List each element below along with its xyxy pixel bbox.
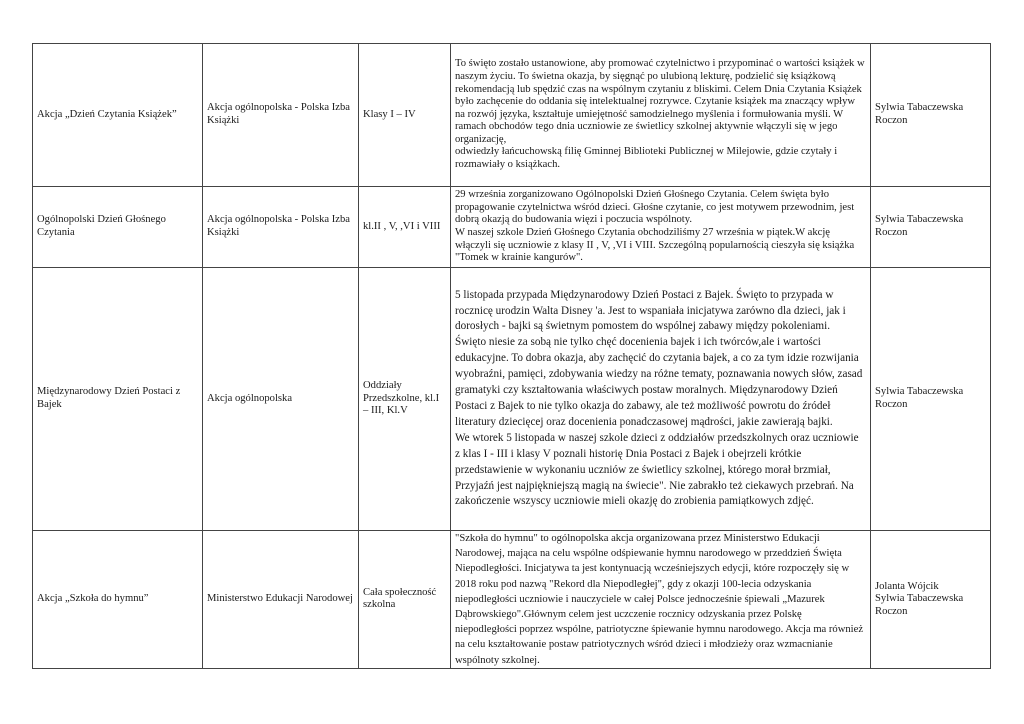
description-paragraph: "Szkoła do hymnu" to ogólnopolska akcja organizowana przez Ministerstwo Edukacji Narodowej, mająca na celu wspólne odśpiewanie hymnu narodowego w przeddzień Święta Niepodległości. Inicjatywa ta jest kontynuacją wcześniejszych edycji, które rozpoczęły się w 2018 roku pod nazwą "Rekord dla Niepodległej", gdy z okazji 100-lecia odzyskania niepodległości uczniowie i nauczyciele w całej Polsce jednocześnie śpiewali „Mazurek Dąbrowskiego".Głównym celem jest uczczenie rocznicy odzyskania przez Polskę niepodległości poprzez wspólne, patriotyczne śpiewanie hymnu narodowego. Akcja ma również na celu kształtowanie postaw patriotycznych wśród dzieci i młodzieży oraz wzmacnianie wspólnoty szkolnej.: [455, 533, 864, 666]
table-row: [33, 187, 991, 268]
table-row: [33, 44, 991, 187]
participants-cell: Cała społeczność szkolna: [359, 531, 451, 669]
participants-cell: kl.II , V, ,VI i VIII: [359, 187, 451, 268]
organizer-cell: Akcja ogólnopolska: [203, 268, 359, 531]
table-row: [33, 268, 991, 531]
responsible-cell: [871, 268, 991, 531]
description-cell: [451, 531, 871, 669]
responsible-cell: [871, 187, 991, 268]
events-table: [32, 43, 991, 669]
participants-cell: Klasy I – IV: [359, 44, 451, 187]
event-name-cell: Ogólnopolski Dzień Głośnego Czytania: [33, 187, 203, 268]
responsible-person: Sylwia Tabaczewska Roczon: [875, 593, 964, 617]
description-cell: [451, 268, 871, 531]
description-cell: [451, 44, 871, 187]
responsible-cell: [871, 44, 991, 187]
description-paragraph: odwiedzły łańcuchowską filię Gminnej Biblioteki Publicznej w Milejowie, gdzie czytały i rozmawiały o książkach.: [455, 146, 838, 171]
description-paragraph: 5 listopada przypada Międzynarodowy Dzień Postaci z Bajek. Święto to przypada w rocznicę urodzin Walta Disney 'a. Jest to wspaniała inicjatywa zarówno dla dzieci, jak i dorosłych - bajki są świetnym pomostem do wspólnej zabawy między pokoleniami.: [455, 288, 846, 333]
event-name-cell: Akcja „Szkoła do hymnu”: [33, 531, 203, 669]
responsible-cell: [871, 531, 991, 669]
responsible-person: Sylwia Tabaczewska Roczon: [875, 214, 964, 238]
organizer-cell: Akcja ogólnopolska - Polska Izba Książki: [203, 44, 359, 187]
event-name-cell: Międzynarodowy Dzień Postaci z Bajek: [33, 268, 203, 531]
table-row: [33, 531, 991, 669]
responsible-person: Sylwia Tabaczewska Roczon: [875, 102, 964, 126]
description-cell: [451, 187, 871, 268]
description-paragraph: W naszej szkole Dzień Głośnego Czytania obchodziliśmy 27 września w piątek.W akcję włączyli się uczniowie z klasy II , V, ,VI i VIII. Szczególną popularnością cieszyła się książka "Tomek w krainie kangurów".: [455, 227, 855, 264]
event-name-cell: Akcja „Dzień Czytania Książek”: [33, 44, 203, 187]
responsible-person: Sylwia Tabaczewska Roczon: [875, 386, 964, 410]
organizer-cell: Ministerstwo Edukacji Narodowej: [203, 531, 359, 669]
description-paragraph: We wtorek 5 listopada w naszej szkole dzieci z oddziałów przedszkolnych oraz uczniowie z klas I - III i klasy V poznali historię Dnia Postaci z Bajek i obejrzeli krótkie przedstawienie w wykonaniu uczniów ze świetlicy szkolnej, którego morał brzmiał, Przyjaźń jest najpiękniejszą magią na świecie". Nie zabrakło też ciekawych przebrań. Na zakończenie wszyscy uczniowie mieli okazję do zrobienia pamiątkowych zdjęć.: [455, 431, 859, 508]
description-paragraph: To święto zostało ustanowione, aby promować czytelnictwo i przypominać o wartości książek w naszym życiu. To świetna okazja, by sięgnąć po ulubioną lekturę, podzielić się książkową rekomendacją lub spędzić czas na wspólnym czytaniu z bliskimi. Celem Dnia Czytania Książek było zachęcenie do oddania się intelektualnej rozrywce. Czytanie książek ma znaczący wpływ na rozwój języka, kształtuje umiejętność samodzielnego myślenia i formułowania myśli. W ramach obchodów tego dnia uczniowie ze świetlicy szkolnej aktywnie włączyli się w jego organizację,: [455, 58, 865, 145]
organizer-cell: Akcja ogólnopolska - Polska Izba Książki: [203, 187, 359, 268]
description-paragraph: Święto niesie za sobą nie tylko chęć docenienia bajek i ich twórców,ale i wartości edukacyjne. To dobra okazja, aby zachęcić do czytania bajek, a co za tym idzie rozwijania wyobraźni, pamięci, zdobywania wiedzy na różne tematy, poznawania nowych słów, zasad gramatyki czy kształtowania właściwych postaw moralnych. Międzynarodowy Dzień Postaci z Bajek to nie tylko okazja do zabawy, ale też możliwość powrotu do źródeł literatury dziecięcej oraz docenienia ponadczasowej mądrości, jakie zawierają bajki.: [455, 336, 863, 428]
participants-cell: Oddziały Przedszkolne, kl.I – III, Kl.V: [359, 268, 451, 531]
responsible-person: Jolanta Wójcik: [875, 580, 939, 592]
description-paragraph: 29 września zorganizowano Ogólnopolski Dzień Głośnego Czytania. Celem święta było propagowanie czytelnictwa wśród dzieci. Głośne czytanie, co jest motywem przewodnim, jest dobrą okazją do budowania więzi i poczucia wspólnoty.: [455, 189, 855, 226]
